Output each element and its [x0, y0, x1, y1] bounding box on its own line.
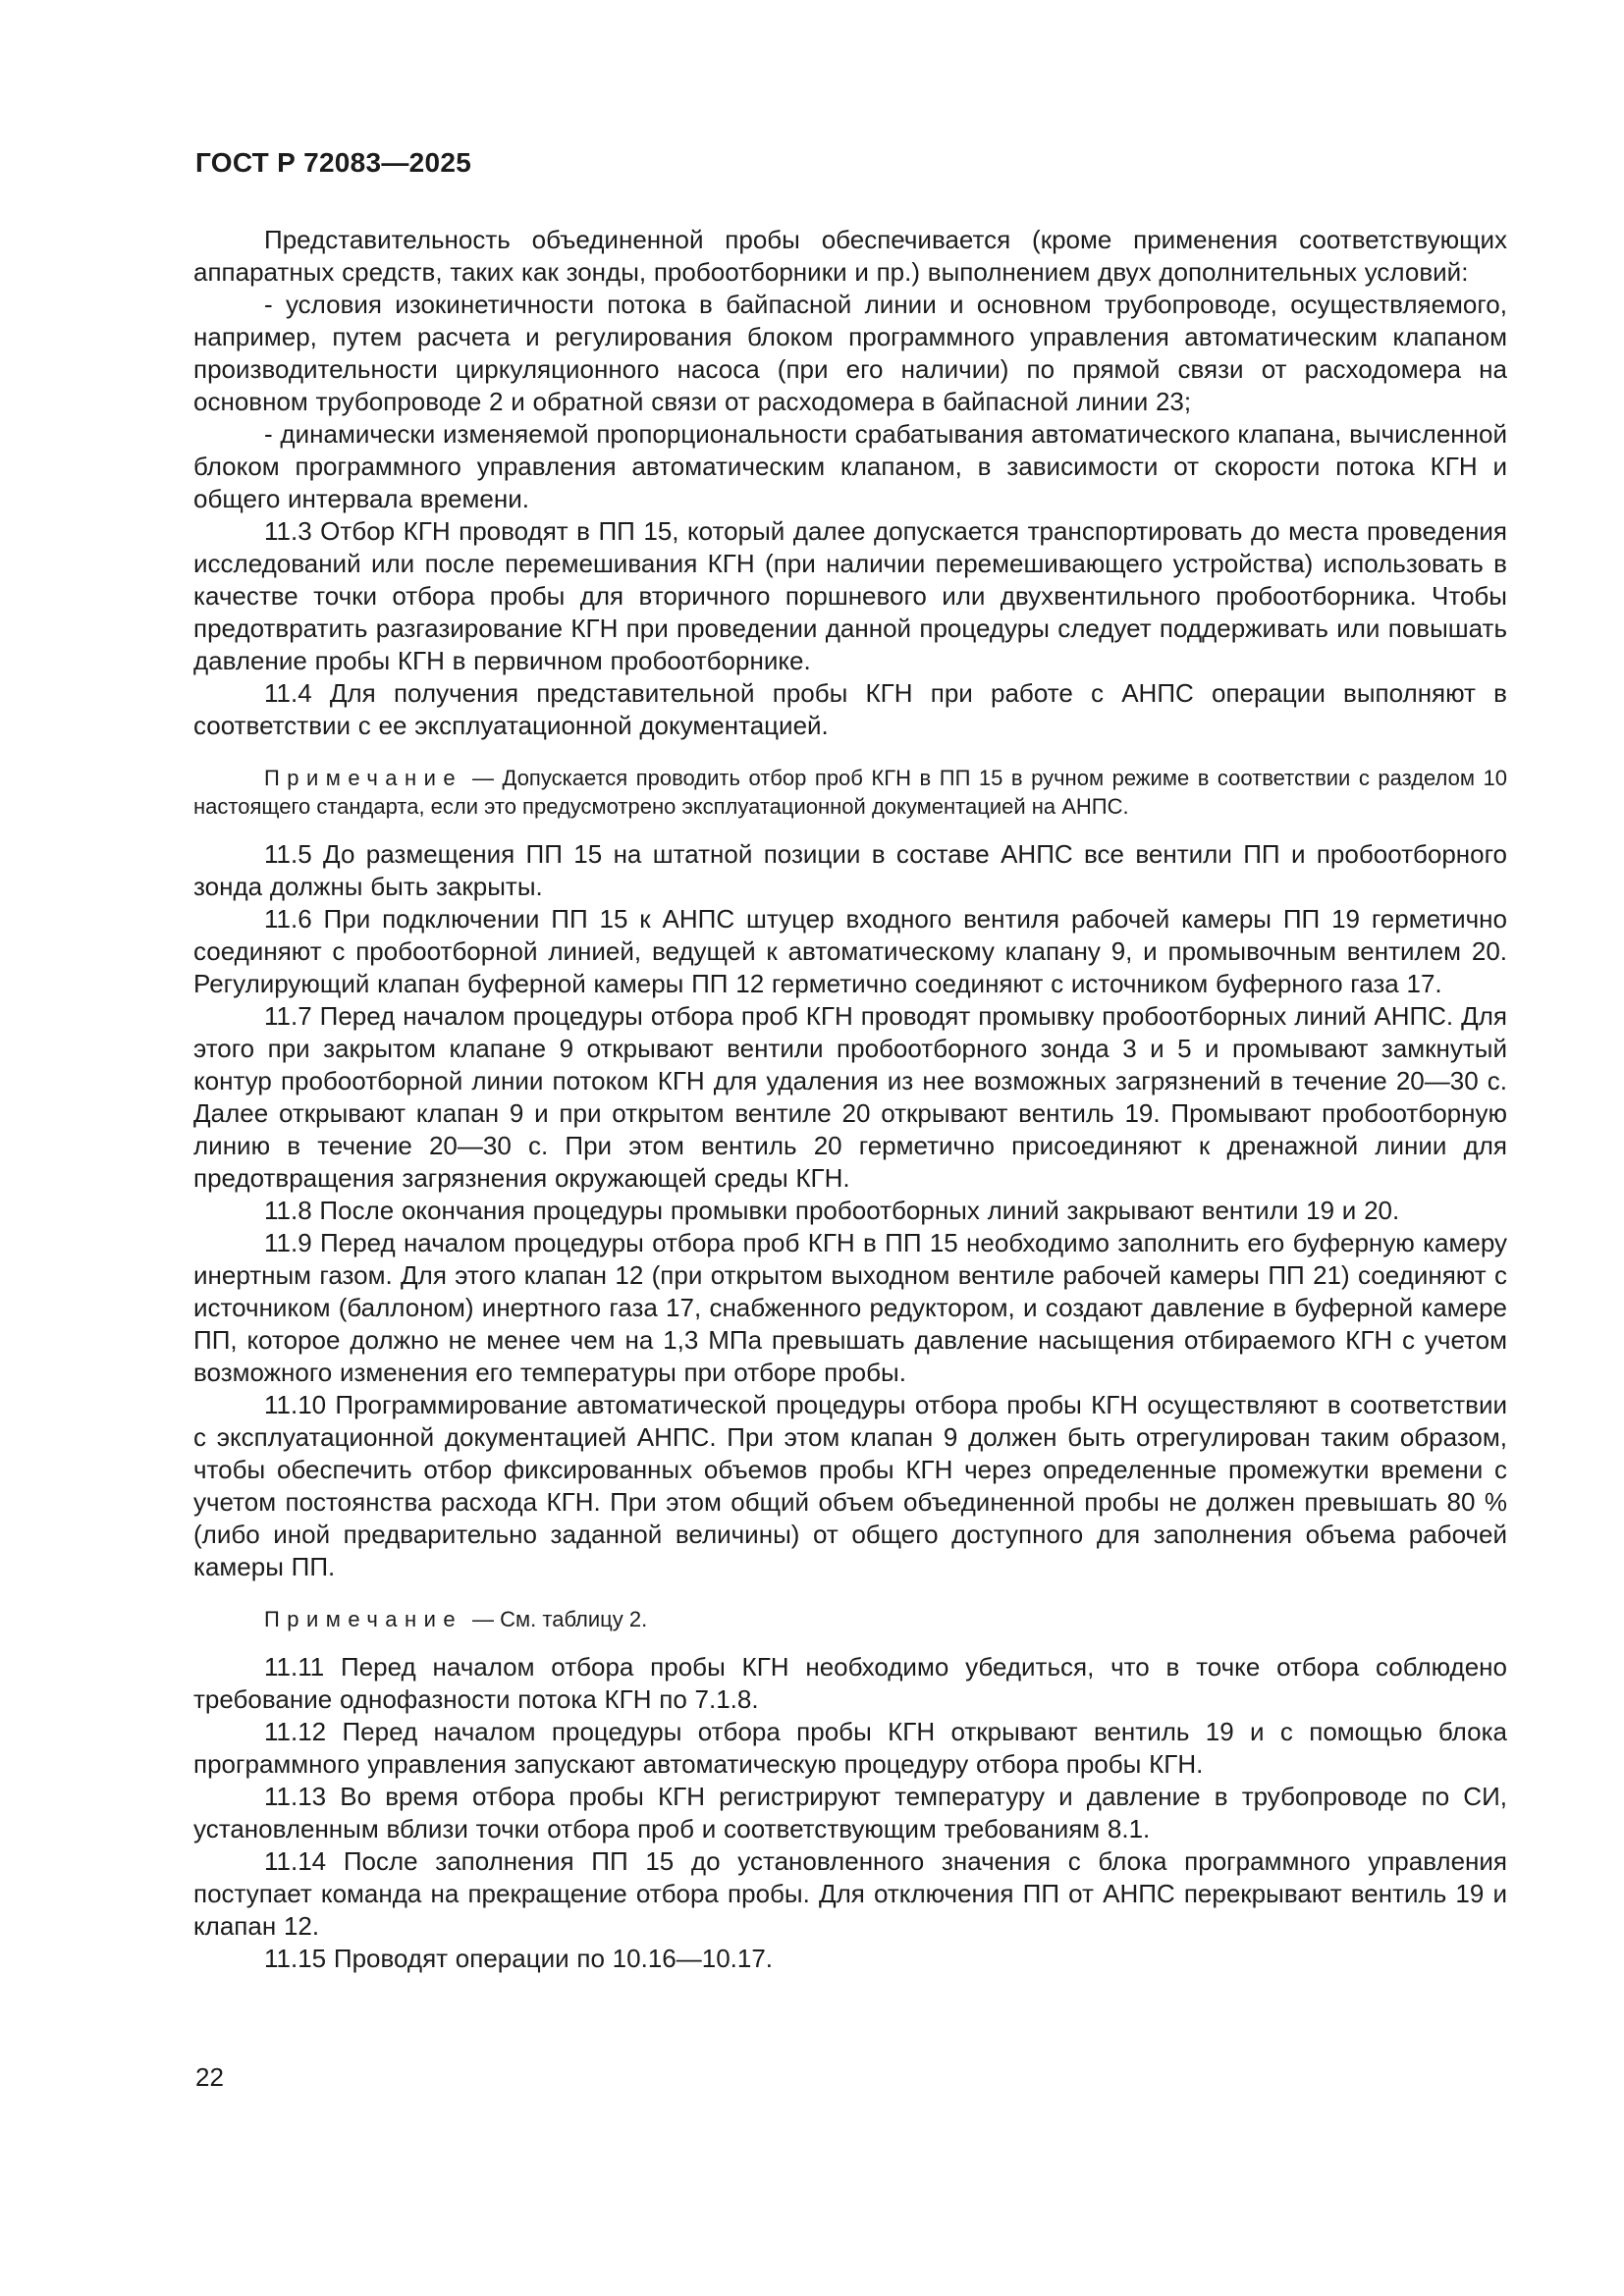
clause-11-9: 11.9 Перед началом процедуры отбора проб КГН в ПП 15 необходимо заполнить его буферную камеру инертным газом. Для этого клапан 12 (при открытом выходном вентиле рабочей камеры ПП 21) соединяют с источником (баллоном) инертного газа 17, снабженного редуктором, и создают давление в буферной камере ПП, которое должно не менее чем на 1,3 МПа превышать давление насыщения отбираемого КГН с учетом возможного изменения его температуры при отборе пробы.	[193, 1228, 1507, 1387]
standard-designation-header: ГОСТ Р 72083—2025	[195, 147, 472, 178]
clause-11-13: 11.13 Во время отбора пробы КГН регистрируют температуру и давление в трубопроводе по СИ, установленным вблизи точки отбора проб и соответствующим требованиям 8.1.	[193, 1782, 1507, 1843]
clause-11-11: 11.11 Перед началом отбора пробы КГН необходимо убедиться, что в точке отбора соблюдено требование однофазности потока КГН по 7.1.8.	[193, 1652, 1507, 1714]
clause-11-7: 11.7 Перед началом процедуры отбора проб КГН проводят промывку пробоотборных линий АНПС. Для этого при закрытом клапане 9 открывают вентили пробоотборного зонда 3 и 5 и промывают замкнутый контур пробоотборной линии потоком КГН для удаления из нее возможных загрязнений в течение 20—30 с. Далее открывают клапан 9 и при открытом вентиле 20 открывают вентиль 19. Промывают пробоотборную линию в течение 20—30 с. При этом вентиль 20 герметично присоединяют к дренажной линии для предотвращения загрязнения окружающей среды КГН.	[193, 1001, 1507, 1193]
note-text: — См. таблицу 2.	[472, 1607, 648, 1631]
clause-11-5: 11.5 До размещения ПП 15 на штатной позиции в составе АНПС все вентили ПП и пробоотборного зонда должны быть закрыты.	[193, 839, 1507, 901]
clause-11-10: 11.10 Программирование автоматической процедуры отбора пробы КГН осуществляют в соответствии с эксплуатационной документацией АНПС. При этом клапан 9 должен быть отрегулирован таким образом, чтобы обеспечить отбор фиксированных объемов пробы КГН через определенные промежутки времени с учетом постоянства расхода КГН. При этом общий объем объединенной пробы не должен превышать 80 % (либо иной предварительно заданной величины) от общего доступного для заполнения объема рабочей камеры ПП.	[193, 1390, 1507, 1581]
condition-isokinetic-flow: - условия изокинетичности потока в байпасной линии и основном трубопроводе, осуществляемого, например, путем расчета и регулирования блоком программного управления автоматическим клапаном производительности циркуляционного насоса (при его наличии) по прямой связи от расходомера на основном трубопроводе 2 и обратной связи от расходомера в байпасной линии 23;	[193, 290, 1507, 416]
page-number: 22	[195, 2062, 224, 2092]
clause-11-4: 11.4 Для получения представительной пробы КГН при работе с АНПС операции выполняют в соответствии с ее эксплуатационной документацией.	[193, 678, 1507, 740]
condition-dynamic-proportionality: - динамически изменяемой пропорциональности срабатывания автоматического клапана, вычисленной блоком программного управления автоматическим клапаном, в зависимости от скорости потока КГН и общего интервала времени.	[193, 419, 1507, 513]
note-label: Примечание	[264, 766, 463, 790]
clause-11-8: 11.8 После окончания процедуры промывки пробоотборных линий закрывают вентили 19 и 20.	[264, 1196, 1400, 1225]
note-manual-sampling	[193, 764, 1507, 821]
document-content	[193, 224, 1507, 1975]
note-text: — Допускается проводить отбор проб КГН в ПП 15 в ручном режиме в соответствии с разделом 10 настоящего стандарта, если это предусмотрено эксплуатационной документацией на АНПС.	[193, 766, 1507, 819]
note-see-table-2	[193, 1605, 1507, 1633]
note-label: Примечание	[264, 1607, 463, 1631]
clause-11-3: 11.3 Отбор КГН проводят в ПП 15, который далее допускается транспортировать до места проведения исследований или после перемешивания КГН (при наличии перемешивающего устройства) использовать в качестве точки отбора пробы для вторичного поршневого или двухвентильного пробоотборника. Чтобы предотвратить разгазирование КГН при проведении данной процедуры следует поддерживать или повышать давление пробы КГН в первичном пробоотборнике.	[193, 516, 1507, 675]
clause-11-14: 11.14 После заполнения ПП 15 до установленного значения с блока программного управления поступает команда на прекращение отбора пробы. Для отключения ПП от АНПС перекрывают вентиль 19 и клапан 12.	[193, 1846, 1507, 1941]
intro-paragraph: Представительность объединенной пробы обеспечивается (кроме применения соответствующих аппаратных средств, таких как зонды, пробоотборники и пр.) выполнением двух дополнительных условий:	[193, 225, 1507, 287]
clause-11-15: 11.15 Проводят операции по 10.16—10.17.	[264, 1944, 774, 1973]
clause-11-12: 11.12 Перед началом процедуры отбора пробы КГН открывают вентиль 19 и с помощью блока программного управления запускают автоматическую процедуру отбора пробы КГН.	[193, 1717, 1507, 1779]
clause-11-6: 11.6 При подключении ПП 15 к АНПС штуцер входного вентиля рабочей камеры ПП 19 герметично соединяют с пробоотборной линией, ведущей к автоматическому клапану 9, и промывочным вентилем 20. Регулирующий клапан буферной камеры ПП 12 герметично соединяют с источником буферного газа 17.	[193, 904, 1507, 998]
